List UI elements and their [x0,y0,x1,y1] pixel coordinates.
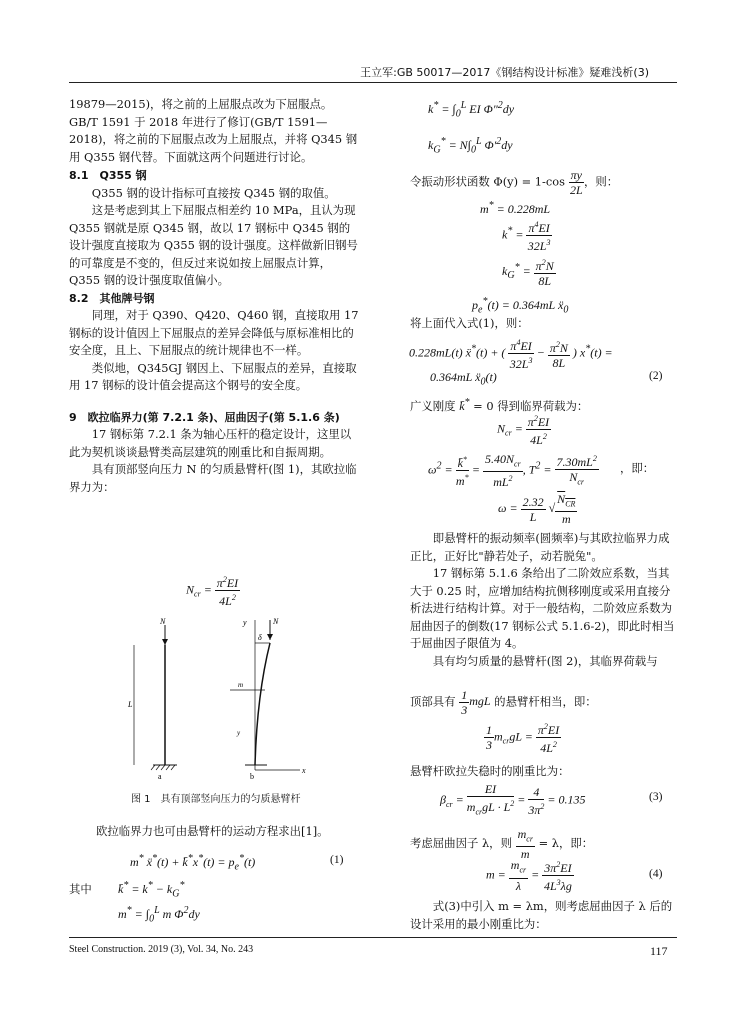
svg-text:N: N [273,617,279,626]
qizhong-label: 其中 [69,882,92,896]
eq3-number: (3) [649,791,663,803]
r-para-2: 将上面代入式(1)，则： [410,316,529,330]
r-para-1: 令振动形状函数 Φ(y) = 1-cos $\frac{\pi y}{2L}$ ，则： [410,168,619,197]
equation-1: m* ẍ*(t) + k̄*x*(t) = $p_e^*(t)$ [130,853,256,873]
section-8-2: 8.2 其他牌号钢 [69,291,155,305]
equation-3: $\beta_{cr}$ = $\frac{EI}{m_{cr}gL \cdot L^2}$ = $\frac{4}{3\pi^2}$ = 0.135 [440,782,586,817]
r-para-5: 17 钢标第 5.1.6 条给出了二阶效应系数，当其大于 0.25 时，应增加结构抗侧移刚度或采用直接分析法进行结构计算。对于一般结构，二阶效应系数为屈曲因子的倒数(17 钢标公式 5.1.6-2)，即此时相当于屈曲因子限值为 4。 [410,566,675,650]
running-title: 王立军:GB 50017—2017《钢结构设计标准》疑难浅析(3) [360,66,649,79]
r-para-7: 悬臂杆欧拉失稳时的刚重比为： [410,764,570,778]
para-4: 同理，对于 Q390、Q420、Q460 钢，直接取用 17 钢标的设计值因上下屈服点的差异会降低与原标准相比的安全度，且上、下屈服点的统计规律也不一样。 [69,308,359,357]
r-para-9 [410,898,678,933]
m-star-def: $m^* = \int_0^L$ m $\Phi^2dy$ [118,905,200,925]
omega-result: ω = $\frac{2.32}{L}$ √ $\frac{N_{CR}}{m}$ [498,492,576,527]
r-para-9-b: = λm，则考虑屈曲因子 λ 后的设计采用的最小刚重比为： [410,899,673,931]
equation-2-line2: 0.364mL ẍ$_0$(t) [430,370,497,388]
kG-star-value: $k_G^*$ = $\frac{\pi^2N}{8L}$ [502,258,554,288]
r-para-1-text: 令振动形状函数 Φ(y) = 1-cos [410,174,565,189]
r-para-4: 即悬臂杆的振动频率(圆频率)与其欧拉临界力成正比，正好比"静若处子，动若脱兔"。 [410,531,670,563]
r-para-6-cont: 顶部具有 $\frac{1}{3}$ mgL 的悬臂杆相当，即： [410,688,597,717]
svg-text:a: a [158,772,162,780]
para-5: 类似地，Q345GJ 钢因上、下屈服点的差异，直接取用 17 钢标的设计值会提高这个钢号的安全度。 [69,360,357,392]
r-para-3: 广义刚度 k̄* = 0 得到临界荷载为： [410,397,589,413]
journal-info: Steel Construction. 2019 (3), Vol. 34, No. 243 [69,944,254,955]
left-column [69,96,361,496]
r-para-8-b: = λ，即： [538,835,594,850]
r-para-3-b: = 0 得到临界荷载为： [473,399,589,413]
eq2-number: (2) [649,370,663,382]
k-star-def: $k^* = \int_0^L$ EI Φ″$^2$dy [428,100,515,120]
critical-load-eq: $\frac{1}{3}$ $m_{cr}gL$ = $\frac{\pi^2EI}{4L^2}$ [486,722,560,755]
r-para-6: 具有均匀质量的悬臂杆(图 2)，其临界荷载与 [432,653,658,668]
svg-text:m: m [238,681,244,689]
m-star-value: m* = 0.228mL [480,200,551,216]
pe-star-value: $p_e^*(t) = 0.364mL$ ẍ$_0$ [472,296,569,316]
para-2: Q355 钢的设计指标可直接按 Q345 钢的取值。 [91,185,336,200]
figure-1-caption: 图 1 具有顶部竖向压力的匀质悬臂杆 [131,794,301,805]
svg-text:L: L [128,700,133,709]
ncr-result: $N_{cr}$ = $\frac{\pi^2EI}{4L^2}$ [497,414,550,447]
footer-rule [69,937,677,938]
r-para-8: 考虑屈曲因子 λ，则 $\frac{m_{cr}}{m}$ = λ，即： [410,827,594,862]
svg-text:y: y [243,618,247,627]
eq4-number: (4) [649,868,663,880]
r-para-1-tail: ，则： [583,174,619,189]
section-8-1: 8.1 Q355 钢 [69,169,147,182]
header-rule [69,82,677,83]
svg-text:y: y [237,729,241,737]
para-8: 欧拉临界力也可由悬臂杆的运动方程求出[1]。 [96,824,329,838]
para-1: 19879—2015)，将之前的上屈服点改为下屈服点。GB/T 1591 于 2018 年进行了修订(GB/T 1591—2018)，将之前的下屈服点改为上屈服点，并将 Q345 钢用 Q355 钢代替。下面就这两个问题进行讨论。 [69,97,358,164]
r-para-3-c: ，即： [620,461,655,475]
r-para-3-a: 广义刚度 [410,399,456,413]
svg-text:b: b [250,772,254,780]
r-para-6-b: 顶部具有 [410,694,456,709]
svg-text:δ: δ [258,633,262,642]
page-number: 117 [650,944,668,958]
r-para-9-a: 式(3)中引入 m [432,899,509,913]
para-6: 17 钢标第 7.2.1 条为轴心压杆的稳定设计，这里以此为契机谈谈悬臂类高层建筑的刚重比和自振周期。 [69,427,352,459]
right-body-1 [410,530,678,670]
section-9: 9 欧拉临界力(第 7.2.1 条)、屈曲因子(第 5.1.6 条) [69,410,340,424]
euler-formula: $N_{cr}$ = $\frac{\pi^2EI}{4L^2}$ [186,575,239,608]
kG-star-def: $k_G^* = N\int_0^L$ $\Phi'^2dy$ [428,136,513,156]
eq1-number: (1) [330,854,344,866]
para-7: 具有顶部竖向压力 N 的匀质悬臂杆(图 1)，其欧拉临界力为： [69,462,357,494]
omega-squared: $\omega^2$ = $\frac{k̄^*}{m^*}$ = $\frac{5.40N_{cr}}{mL^2}$ , $T^2$ = $\frac{7.30mL^2}{N_{cr}}$ [428,452,597,490]
equation-4: m = $\frac{m_{cr}}{\lambda}$ = $\frac{3\pi^2EI}{4L^3\lambda g}$ [486,858,572,893]
figure-1-diagram [120,615,340,780]
equation-2-line1: 0.228mL(t) ẍ*(t) + ( $\frac{\pi^4EI}{32L^3}$ − $\frac{\pi^2N}{8L}$ ) x*(t) = [409,338,613,371]
k-star-value: k* = $\frac{\pi^4EI}{32L^3}$ [502,220,551,253]
r-para-6-c: 的悬臂杆相当，即： [494,694,597,709]
svg-text:x: x [302,766,306,775]
r-para-8-a: 考虑屈曲因子 λ，则 [410,835,512,850]
svg-text:N: N [160,617,166,626]
k-bar-def: k̄* = $k^* - k_G^*$ [118,880,185,900]
para-3: 这是考虑到其上下屈服点相差约 10 MPa，且认为现 Q355 钢就是原 Q345 钢，故以 17 钢标中 Q345 钢的设计强度直接取为 Q355 钢的设计强度。这样做新旧钢号的可靠度是不变的，但反过来说如按上屈服点计算，Q355 钢的设计强度取值偏小。 [69,203,358,287]
